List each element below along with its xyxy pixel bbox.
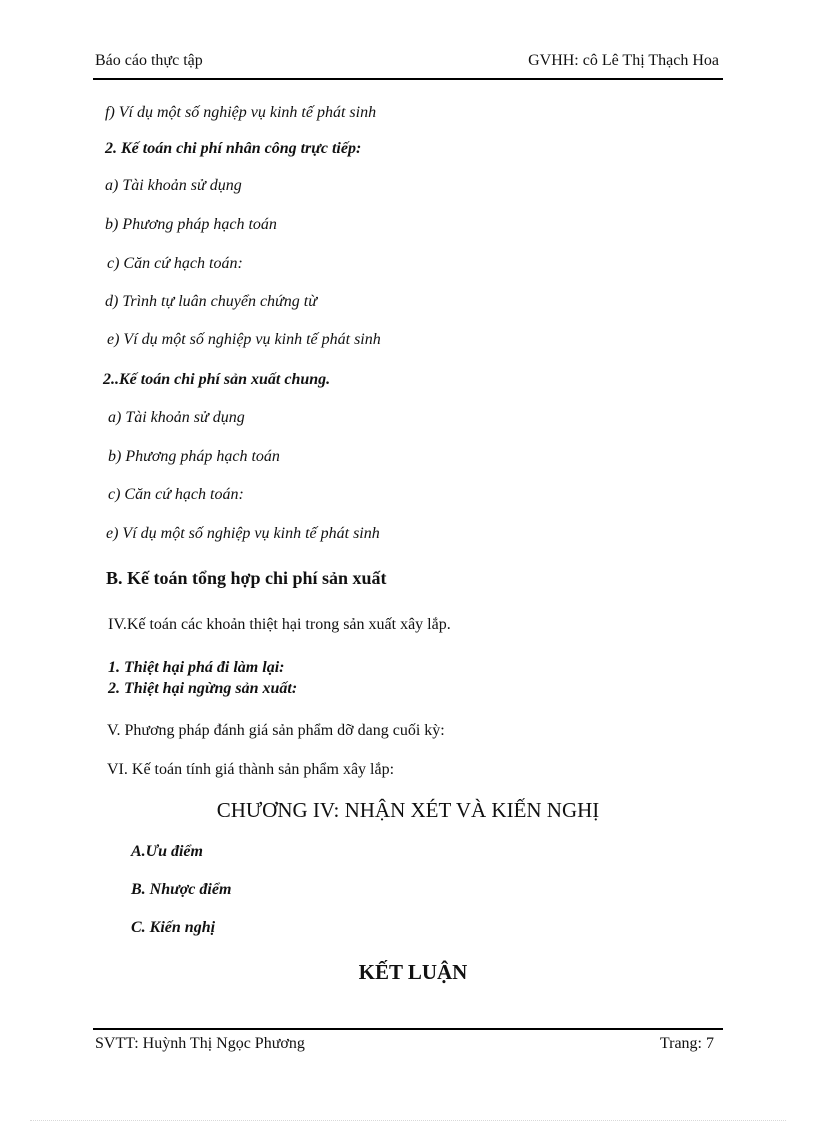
chapter-iv-title: CHƯƠNG IV: NHẬN XÉT VÀ KIẾN NGHỊ [216,798,600,822]
item-b-method: b) Phương pháp hạch toán [105,216,277,233]
item-d-sequence: d) Trình tự luân chuyển chứng từ [105,293,317,310]
footer-page-number: Trang: 7 [659,1035,714,1052]
header-right: GVHH: cô Lê Thị Thạch Hoa [528,52,719,69]
item-recommendations: C. Kiến nghị [131,919,216,936]
item-e-examples: e) Ví dụ một số nghiệp vụ kinh tế phát sinh [107,331,381,348]
item-c-basis-2: c) Căn cứ hạch toán: [108,486,244,503]
footer-left: SVTT: Huỳnh Thị Ngọc Phương [95,1035,305,1052]
item-e-examples-2: e) Ví dụ một số nghiệp vụ kinh tế phát sinh [106,525,380,542]
item-2-stoppage: 2. Thiệt hại ngừng sản xuất: [108,680,298,697]
item-c-basis: c) Căn cứ hạch toán: [107,255,243,272]
item-b-method-2: b) Phương pháp hạch toán [108,448,280,465]
section-vi-costing: VI. Kế toán tính giá thành sản phẩm xây lắp: [107,761,395,778]
conclusion-title: KẾT LUẬN [358,960,468,984]
item-f-examples: f) Ví dụ một số nghiệp vụ kinh tế phát sinh [105,104,377,121]
item-a-account-2: a) Tài khoản sử dụng [108,409,245,426]
section-b-summary: B. Kế toán tổng hợp chi phí sản xuất [106,568,387,588]
header-left: Báo cáo thực tập [95,52,203,69]
section-2-general-cost: 2..Kế toán chi phí sản xuất chung. [103,371,331,388]
item-1-rework: 1. Thiệt hại phá đi làm lại: [108,659,285,676]
page-edge-divider [30,1120,786,1121]
header-rule [93,78,723,80]
section-iv-damages: IV.Kế toán các khoản thiệt hại trong sản xuất xây lắp. [108,616,451,633]
section-v-wip-valuation: V. Phương pháp đánh giá sản phẩm dỡ dang cuối kỳ: [107,722,445,739]
footer-rule [93,1028,723,1030]
item-disadvantages: B. Nhược điểm [131,881,232,898]
item-advantages: A.Ưu điểm [131,843,203,860]
item-a-account: a) Tài khoản sử dụng [105,177,242,194]
section-2-labor-cost: 2. Kế toán chi phí nhân công trực tiếp: [105,140,362,157]
